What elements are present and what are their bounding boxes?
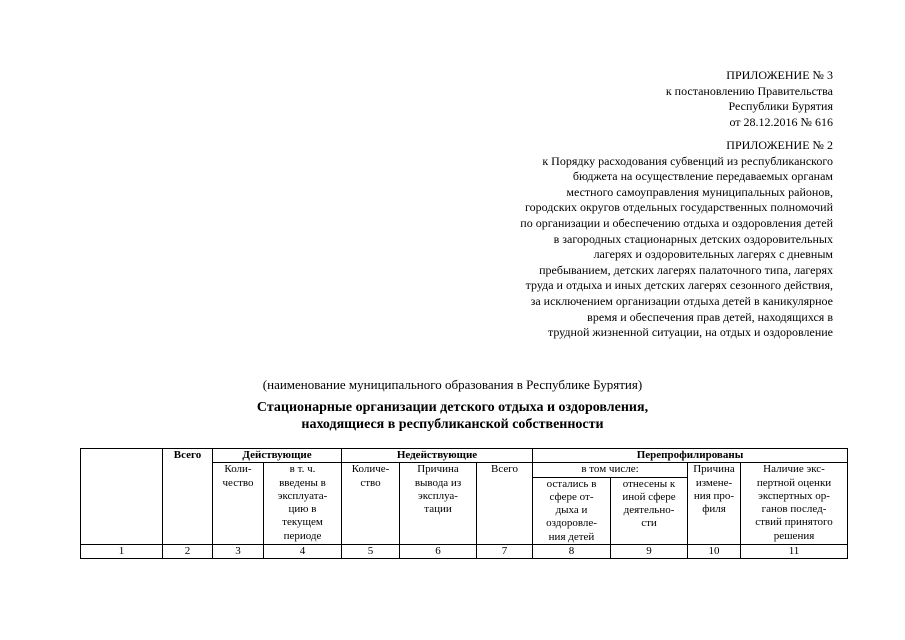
appendix-2-line: трудной жизненной ситуации, на отдых и оздоровление xyxy=(547,325,833,340)
appendix-2-title: ПРИЛОЖЕНИЕ № 2 xyxy=(726,138,833,152)
header-expert-assessment: Наличие экс- пертной оценки экспертных ор- ганов послед- ствий принятого решения xyxy=(741,463,848,545)
appendix-3-title: ПРИЛОЖЕНИЕ № 3 xyxy=(726,68,833,82)
header-inactive-count: Количе- ство xyxy=(342,463,400,545)
header-active: Действующие xyxy=(213,449,342,463)
header-reprofiled: Перепрофилированы xyxy=(533,449,848,463)
appendix-2-line: в загородных стационарных детских оздоровительных xyxy=(553,231,833,246)
header-stayed: остались в сфере от- дыха и оздоровле- ния детей xyxy=(533,477,611,544)
appendix-2-line: городских округов отдельных государственных полномочий xyxy=(525,200,833,215)
municipality-caption: (наименование муниципального образования в Республике Бурятия) xyxy=(262,377,643,392)
appendix-2-line: по организации и обеспечению отдыха и оздоровления детей xyxy=(520,215,833,230)
header-inactive: Недействующие xyxy=(342,449,533,463)
header-reason-change: Причина измене- ния про- филя xyxy=(688,463,741,545)
column-number: 2 xyxy=(163,545,213,559)
appendix-3-line: от 28.12.2016 № 616 xyxy=(729,114,833,129)
header-inactive-reason: Причина вывода из эксплуа- тации xyxy=(400,463,477,545)
appendix-3-line: к постановлению Правительства xyxy=(665,83,833,98)
column-number: 10 xyxy=(688,545,741,559)
document-title xyxy=(0,399,905,433)
column-number: 3 xyxy=(213,545,264,559)
header-active-count: Коли- чество xyxy=(213,463,264,545)
appendix-3-line: Республики Бурятия xyxy=(728,99,833,114)
appendix-2-line: местного самоуправления муниципальных районов, xyxy=(566,184,833,199)
appendix-2-line: труда и отдыха и иных детских лагерях сезонного действия, xyxy=(525,278,833,293)
document-title-line-1: Стационарные организации детского отдыха и оздоровления, xyxy=(256,400,649,415)
column-number: 5 xyxy=(342,545,400,559)
column-number: 4 xyxy=(264,545,342,559)
appendix-3-header xyxy=(666,68,833,130)
header-active-new: в т. ч. введены в эксплуата- цию в текущем периоде xyxy=(264,463,342,545)
appendix-2-line: время и обеспечения прав детей, находящихся в xyxy=(587,309,833,324)
header-inactive-total: Всего xyxy=(477,463,533,545)
organizations-table xyxy=(80,448,847,559)
header-total: Всего xyxy=(163,449,213,545)
header-blank-cell xyxy=(81,449,163,545)
appendix-2-line: лагерях и оздоровительных лагерях с дневным xyxy=(593,247,833,262)
column-number: 1 xyxy=(81,545,163,559)
appendix-2-line: за исключением организации отдыха детей в каникулярное xyxy=(530,293,833,308)
header-other-sphere: отнесены к иной сфере деятельно- сти xyxy=(611,477,688,544)
column-number: 6 xyxy=(400,545,477,559)
header-including: в том числе: xyxy=(533,463,688,477)
column-number: 7 xyxy=(477,545,533,559)
appendix-2-line: к Порядку расходования субвенций из республиканского xyxy=(542,153,833,168)
appendix-2-header xyxy=(520,138,833,341)
appendix-2-line: пребыванием, детских лагерях палаточного типа, лагерях xyxy=(539,262,833,277)
column-number: 8 xyxy=(533,545,611,559)
column-number: 11 xyxy=(741,545,848,559)
appendix-2-line: бюджета на осуществление передаваемых органам xyxy=(572,169,833,184)
document-title-line-2: находящиеся в республиканской собственности xyxy=(301,417,604,432)
column-number: 9 xyxy=(611,545,688,559)
